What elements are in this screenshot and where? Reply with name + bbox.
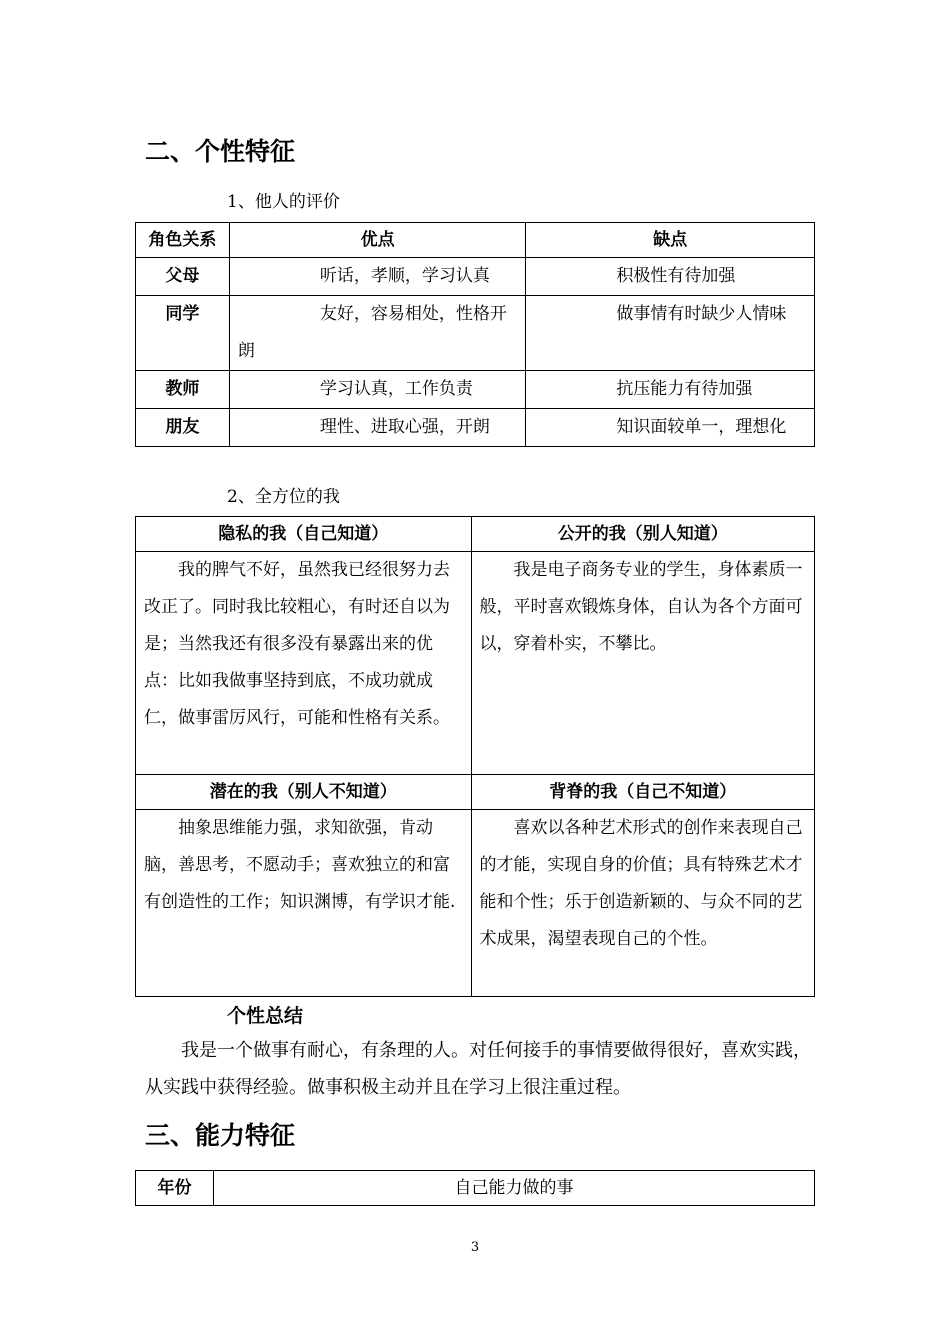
header-year: 年份 (136, 1171, 214, 1206)
pro-cell: 听话，孝顺，学习认真 (229, 258, 526, 296)
role-cell: 父母 (136, 258, 230, 296)
con-cell: 积极性有待加强 (526, 258, 815, 296)
pro-cell: 理性、进取心强，开朗 (229, 409, 526, 447)
summary-text: 我是一个做事有耐心，有条理的人。对任何接手的事情要做得很好，喜欢实践，从实践中获得经验。做事积极主动并且在学习上很注重过程。 (145, 1040, 811, 1098)
private-self-title: 隐私的我（自己知道） (136, 517, 472, 552)
table-row (136, 296, 815, 371)
summary-title: 个性总结 (227, 1005, 304, 1027)
self-quadrant-table (135, 516, 815, 997)
section3-title: 三、能力特征 (145, 1121, 296, 1150)
blind-self-title: 背脊的我（自己不知道） (471, 775, 815, 810)
table-header-row (136, 1171, 815, 1206)
table-row (136, 409, 815, 447)
pro-cell: 学习认真，工作负责 (229, 371, 526, 409)
potential-self-title: 潜在的我（别人不知道） (136, 775, 472, 810)
header-cons: 缺点 (526, 223, 815, 258)
con-cell: 做事情有时缺少人情味 (526, 296, 815, 371)
table-row (136, 810, 815, 997)
section2-title: 二、个性特征 (145, 137, 296, 166)
blind-self-text: 喜欢以各种艺术形式的创作来表现自己的才能，实现自身的价值；具有特殊艺术才能和个性；乐于创造新颖的、与众不同的艺术成果，渴望表现自己的个性。 (471, 810, 815, 997)
table-row (136, 552, 815, 775)
sub-heading-evaluation: 1、他人的评价 (227, 192, 340, 212)
table-row (136, 258, 815, 296)
sub-heading-self: 2、全方位的我 (227, 487, 340, 507)
evaluation-table (135, 222, 815, 447)
table-header-row (136, 223, 815, 258)
role-cell: 教师 (136, 371, 230, 409)
pro-cell: 友好，容易相处，性格开朗 (229, 296, 526, 371)
table-header-row (136, 517, 815, 552)
ability-table (135, 1170, 815, 1206)
potential-self-text: 抽象思维能力强，求知欲强，肯动脑，善思考，不愿动手；喜欢独立的和富有创造性的工作；知识渊博，有学识才能. (136, 810, 472, 997)
role-cell: 朋友 (136, 409, 230, 447)
con-cell: 知识面较单一，理想化 (526, 409, 815, 447)
header-role: 角色关系 (136, 223, 230, 258)
con-cell: 抗压能力有待加强 (526, 371, 815, 409)
table-row (136, 371, 815, 409)
public-self-text: 我是电子商务专业的学生，身体素质一般，平时喜欢锻炼身体，自认为各个方面可以，穿着朴实，不攀比。 (471, 552, 815, 775)
header-abilities: 自己能力做的事 (213, 1171, 814, 1206)
role-cell: 同学 (136, 296, 230, 371)
public-self-title: 公开的我（别人知道） (471, 517, 815, 552)
page-number: 3 (470, 1240, 480, 1255)
private-self-text: 我的脾气不好，虽然我已经很努力去改正了。同时我比较粗心，有时还自以为是；当然我还有很多没有暴露出来的优点：比如我做事坚持到底，不成功就成仁，做事雷厉风行，可能和性格有关系。 (136, 552, 472, 775)
table-header-row (136, 775, 815, 810)
header-pros: 优点 (229, 223, 526, 258)
